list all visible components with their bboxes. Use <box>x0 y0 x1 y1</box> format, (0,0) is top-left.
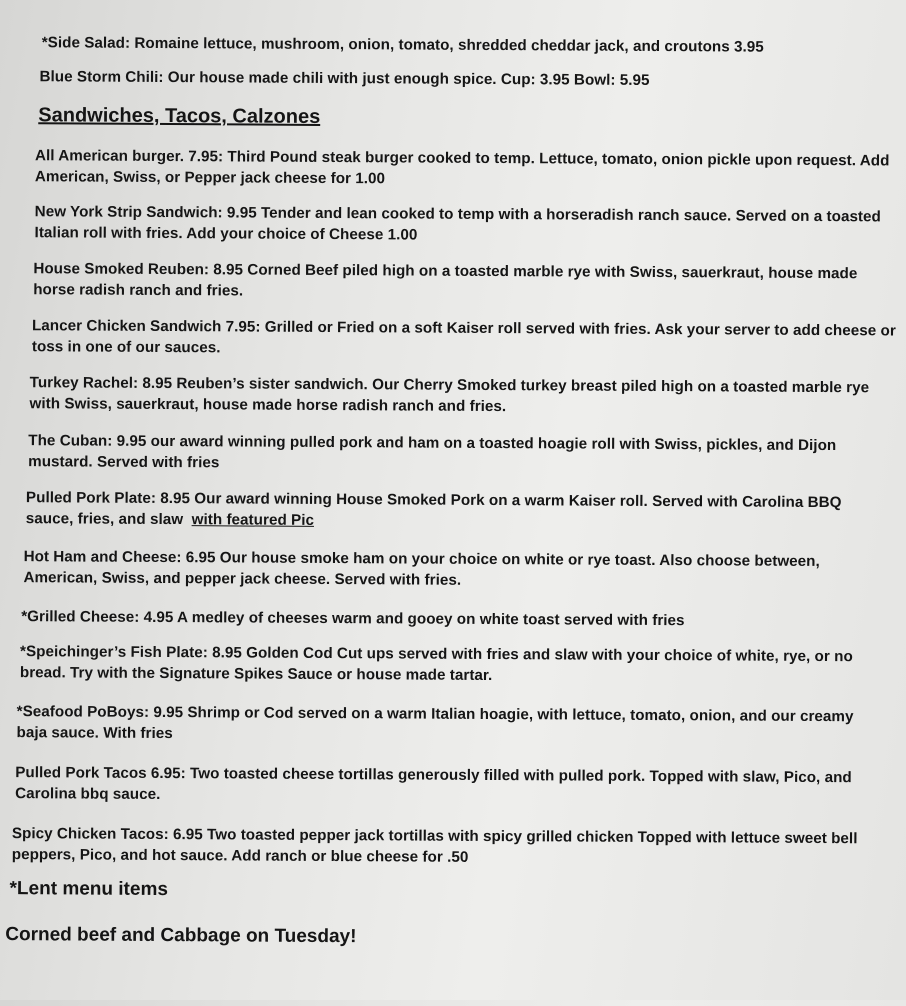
featured-pic-note: with featured Pic <box>191 511 315 529</box>
section-heading: Sandwiches, Tacos, Calzones <box>38 104 321 128</box>
menu-item: New York Strip Sandwich: 9.95 Tender and lean cooked to temp with a horseradish ranch sauce. Served on a toasted Italian roll with fries. Add your choice of Cheese 1.00 <box>34 203 881 244</box>
menu-item: Lancer Chicken Sandwich 7.95: Grilled or Fried on a soft Kaiser roll served with fries. Ask your server to add cheese or toss in one of our sauces. <box>31 317 896 357</box>
menu-item-chili: Blue Storm Chili: Our house made chili with just enough spice. Cup: 3.95 Bowl: 5.95 <box>39 68 650 89</box>
menu-item: Pulled Pork Tacos 6.95: Two toasted cheese tortillas generously filled with pulled pork. Topped with slaw, Pico, and Carolina bbq sauce. <box>15 764 852 803</box>
menu-item: Turkey Rachel: 8.95 Reuben’s sister sandwich. Our Cherry Smoked turkey breast piled high on a toasted marble rye with Swiss, sauerkraut, house made horse radish ranch and fries. <box>29 374 870 416</box>
menu-item: *Seafood PoBoys: 9.95 Shrimp or Cod served on a warm Italian hoagie, with lettuce, tomato, onion, and our creamy baja sauce. With fries <box>16 703 854 743</box>
menu-item: Pulled Pork Plate: 8.95 Our award winning House Smoked Pork on a warm Kaiser roll. Served with Carolina BBQ sauce, fries, and slaw with featured Pic <box>25 489 842 529</box>
lent-note: *Lent menu items <box>9 878 169 901</box>
menu-item: *Speichinger’s Fish Plate: 8.95 Golden Cod Cut ups served with fries and slaw with your choice of white, rye, or no bread. Try with the Signature Spikes Sauce or house made tartar. <box>19 643 853 685</box>
special-note: Corned beef and Cabbage on Tuesday! <box>5 924 357 948</box>
menu-item: Hot Ham and Cheese: 6.95 Our house smoke ham on your choice on white or rye toast. Also choose between, American, Swiss, and pepper jack cheese. Served with fries. <box>23 548 820 589</box>
menu-item: *Grilled Cheese: 4.95 A medley of cheeses warm and gooey on white toast served with fries <box>21 608 685 630</box>
menu-item: Spicy Chicken Tacos: 6.95 Two toasted pepper jack tortillas with spicy grilled chicken Topped with lettuce sweet bell peppers, Pico, and hot sauce. Add ranch or blue cheese for .50 <box>11 825 858 866</box>
menu-item: The Cuban: 9.95 our award winning pulled pork and ham on a toasted hoagie roll with Swiss, pickles, and Dijon mustard. Served with fries <box>28 432 837 472</box>
menu-item-side-salad: *Side Salad: Romaine lettuce, mushroom, onion, tomato, shredded cheddar jack, and croutons 3.95 <box>41 34 764 56</box>
menu-item: House Smoked Reuben: 8.95 Corned Beef piled high on a toasted marble rye with Swiss, sauerkraut, house made horse radish ranch and fries. <box>33 260 858 300</box>
menu-item: All American burger. 7.95: Third Pound steak burger cooked to temp. Lettuce, tomato, onion pickle upon request. Add American, Swiss, or Pepper jack cheese for 1.00 <box>34 147 890 188</box>
